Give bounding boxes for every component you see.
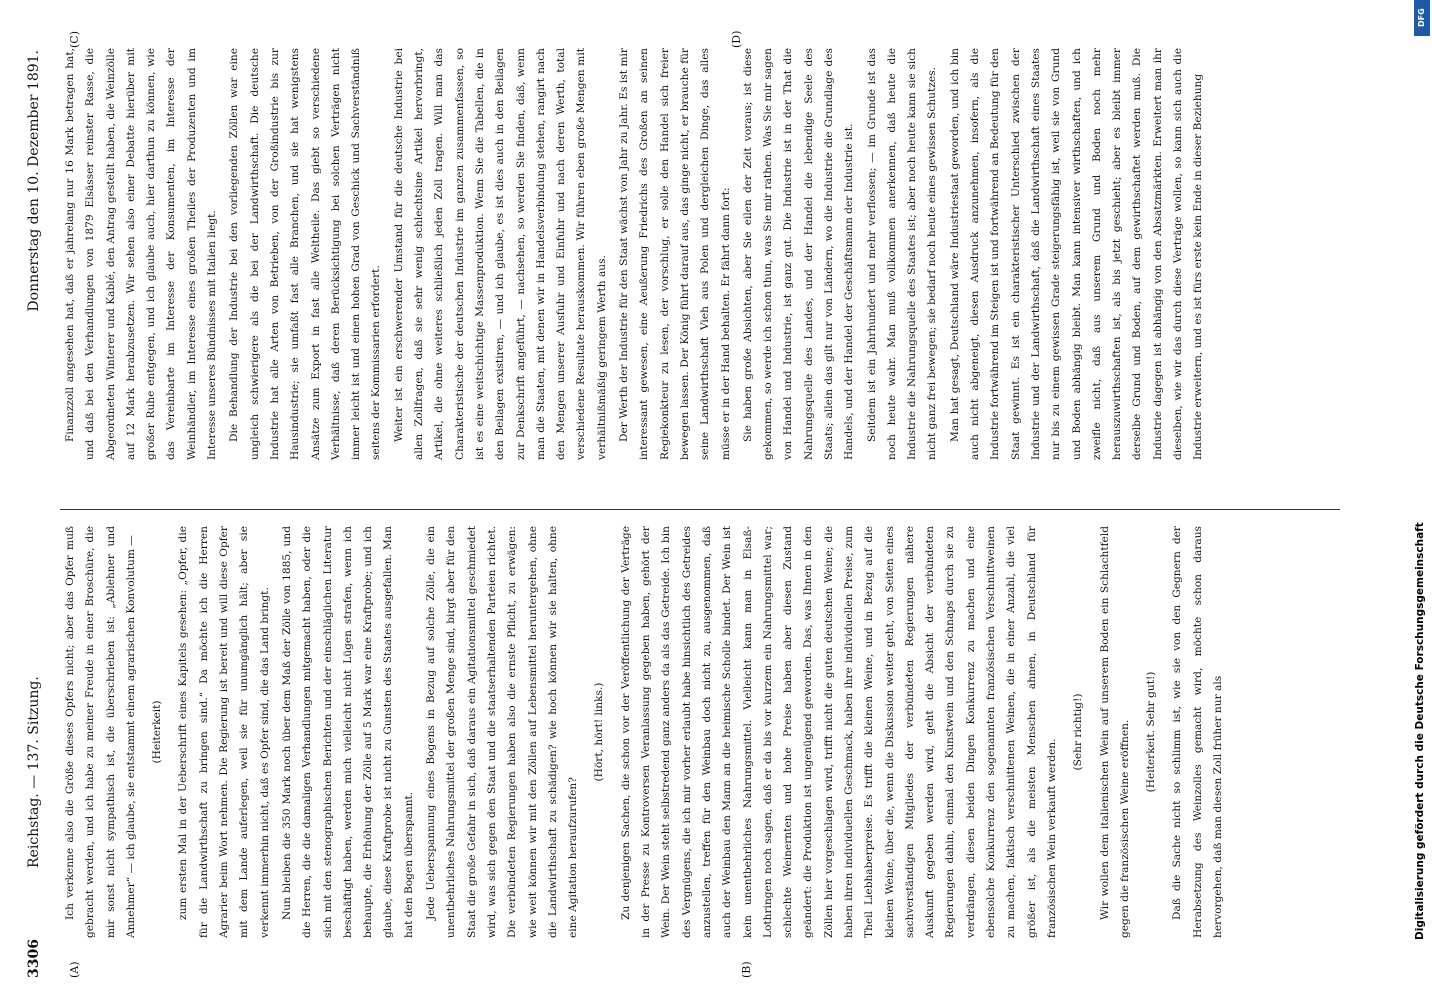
- paragraph: Der Werth der Industrie für den Staat wächst von Jahr zu Jahr. Es ist mir interessant gewesen, eine Aeußerung Friedrichs des Großen an seinen Regiekonkteur zu lesen, der vorschlug, er solle den Handel sich freier bewegen lassen. Der König führt darauf aus, das ginge nicht, er brauche für seine Landwirthschaft Vieh aus Polen und dergleichen Dinge, das alles müsse er in der Hand behalten. Er fährt dann fort:: [618, 48, 732, 460]
- interjection: (Hört, hört! links.): [593, 682, 606, 782]
- date-title: Donnerstag den 10. Dezember 1891.: [26, 50, 42, 312]
- paragraph: Man hat gesagt, Deutschland wäre Industriestaat geworden, und ich bin auch nicht abgeneigt, diesen Ausdruck anzunehmen, insofern, als die Industrie fortwährend im Steigen ist und fortwährend an Bedeutung für den Staat gewinnt. Es ist ein charakteristischer Unterschied zwischen der Industrie und der Landwirthschaft, daß die Landwirthschaft eines Staates nur bis zu einem gewissen Grade steigerungsfähig ist, weil sie von Grund und Boden abhängig bleibt. Man kann intensiver wirthschaften, und ich zweifle nicht, daß aus unserem Grund und Boden noch mehr herauszuwirthschaften ist, als bis jetzt geschieht; aber es bleibt immer derselbe Grund und Boden, auf dem gewirthschaftet werden muß. Die Industrie dagegen ist abhängig von den Absatzmärkten. Erweitert man ihr dieselben, wie wir das durch diese Verträge wollen, so kann sich auch die Industrie erweitern, und es ist fürs erste kein Ende in dieser Beziehung: [948, 48, 1205, 460]
- margin-mark-d: (D): [730, 30, 743, 48]
- paragraph: Sie haben große Absichten, aber Sie eilen der Zeit voraus; ist diese gekommen, so werde ich schon thun, was Sie mir rathen. Was Sie mir sagen von Handel und Industrie, ist ganz gut. Die Industrie ist in der That die Nahrungsquelle des Landes, und der Handel die lebendige Seele des Staats; allein das gilt nur von Ländern, wo die Industrie die Grundlage des Handels, und der Handel der Geschäftsmann der Industrie ist.: [741, 48, 856, 460]
- left-text-column: [60, 526, 1230, 938]
- paragraph: Wir wollen dem italienischen Wein auf unserem Boden ein Schlachtfeld gegen die französischen Weine eröffnen.: [1098, 526, 1131, 938]
- paragraph: Weiter ist ein erschwerender Umstand für die deutsche Industrie bei allen Zollfragen, daß sie sehr wenig schlechtsine Artikel hervorbringt, Artikel, die ohne weiteres schließlich jeden Zoll tragen. Will man das Charakteristische der deutschen Industrie im ganzen zusammenfassen, so ist es eine weitschichtige Massenproduktion. Wenn Sie die Tabellen, die in den Beilagen existiren, — und ich glaube, es ist dies auch in den Beilagen zur Denkschrift angeführt, — nachsehen, so werden Sie finden, daß, wenn man die Staaten, mit denen wir in Handelsverbindung stehen, rangirt nach den Mengen unserer Ausfuhr und Einfuhr und nach deren Werth, total verschiedene Resultate herauskommen. Wir führen eben große Mengen mit verhältnißmäßig geringem Werth aus.: [392, 48, 608, 460]
- interjection: (Heiterkeit): [151, 700, 164, 764]
- right-text-column: [60, 48, 1211, 460]
- margin-mark-c: (C): [68, 31, 81, 48]
- dfg-logo: DFG: [1414, 0, 1430, 36]
- page-number: 3306: [26, 939, 42, 978]
- paragraph: Seitdem ist ein Jahrhundert und mehr verflossen; — im Grunde ist das noch heute wahr. Man muß vollkommen anerkennen, daß heute die Industrie die Nahrungsquelle des Staates ist; aber noch heute kann sie sich nicht ganz frei bewegen; sie bedarf noch heute eines gewissen Schutzes.: [865, 48, 939, 460]
- paragraph: Ich verkenne also die Größe dieses Opfers nicht; aber das Opfer muß gebracht werden, und ich habe zu meiner Freude in einer Broschüre, die mir sonst nicht sympathisch ist, die überschrieben ist: „Ablehner und Annehmer“ — ich glaube, sie entstammt einem agrarischen Konvolutum —: [64, 526, 137, 938]
- side-credit: [1412, 40, 1430, 940]
- column-divider: [60, 509, 1340, 510]
- margin-mark-a: (A): [68, 961, 81, 978]
- paragraph: Nun bleiben die 350 Mark noch über dem Maß der Zölle von 1885, und die Herren, die die damaligen Verhandlungen mitgemacht haben, oder die sich mit den stenographischen Berichten und der einschläglichen Literatur beschäftigt haben, werden mich vielleicht nicht Lügen strafen, wenn ich behaupte, die Erhöhung der Zölle auf 5 Mark war eine Kraftprobe; und ich glaube, diese Kraftprobe ist nicht zu Gunsten des Staates ausgefallen. Man hat den Bogen überspannt.: [280, 526, 415, 938]
- paragraph: zum ersten Mal in der Ueberschrift eines Kapitels gesehen: „Opfer, die für die Landwirthschaft zu bringen sind.“ Da möchte ich die Herren Agrarier beim Wort nehmen. Die Regierung ist bereit und will diese Opfer mit dem Lande auferlegen, weil sie für unumgänglich hält; aber sie verkennt immerhin nicht, daß es Opfer sind, die das Land bringt.: [177, 526, 271, 938]
- paragraph: Die Behandlung der Industrie bei den vorliegenden Zöllen war eine ungleich schwierigere als die bei der Landwirthschaft. Die deutsche Industrie hat alle Arten von Betrieben, von der Großindustrie bis zur Hausindustrie; sie umfaßt fast alle Branchen, und sie hat wenigstens Ansätze zum Export in fast alle Weltheile. Das giebt so verschiedene Verhältnisse, daß deren Berücksichtigung bei solchen Verträgen nicht immer leicht ist und einen hohen Grad von Geschick und Sachverständniß seitens der Kommissarien erfordert.: [228, 48, 383, 460]
- rotated-document: [20, 20, 1430, 978]
- paragraph: Jede Ueberspannung eines Bogens in Bezug auf solche Zölle, die ein unentbehrliches Nahrungsmittel der großen Menge sind, birgt aber für den Staat die große Gefahr in sich, daß daraus ein Agitationsmittel geschmiedet wird, was sich gegen den Staat und die staatserhaltenden Parteien richtet. Die verbündeten Regierungen haben also die ernste Pflicht, zu erwägen: wie weit können wir mit den Zöllen auf Lebensmittel heruntergehen, ohne die Landwirthschaft zu schädigen? wie hoch können wir sie halten, ohne eine Agitation heraufzurufen?: [425, 526, 580, 938]
- margin-mark-b: (B): [740, 961, 753, 978]
- interjection: (Sehr richtig!): [1072, 693, 1085, 771]
- interjection: (Heiterkeit. Sehr gut!): [1145, 671, 1158, 793]
- paragraph: Zu denjenigen Sachen, die schon vor der Veröffentlichung der Verträge in der Presse zu Kontroversen Veranlassung gegeben haben, gehört der Wein. Der Wein steht selbstredend ganz anders da als das Getreide. Ich bin des Vergnügens, die ich mir vorher erlaubt habe hinsichtlich des Getreides anzustellen, treffen für den Weinbau doch nicht zu, ausgenommen, daß auch der Weinbau den Mann an die heimische Scholle bindet. Der Wein ist kein unentbehrliches Nahrungsmittel. Vielleicht kann man in Elsaß-Lothringen noch sagen, daß er da bis vor kurzem ein Nahrungsmittel war; schlechte Weinernten und hohe Preise haben aber diesen Zustand geändert: die Produktion ist ungenügend geworden. Das, was Ihnen in den Zöllen hier vorgeschlagen wird, trifft nicht die guten deutschen Weine; die haben ihren individuellen Geschmack, haben ihre individuellen Preise, zum Theil Liebhaberpreise. Es trifft die kleinen Weine, und in Bezug auf die kleinen Weine, über die, wenn die Diskussion weiter geht, von Seiten eines sachverständigen Mitgliedes der verbündeten Regierungen nähere Auskunft gegeben werden wird, geht die Absicht der verbündeten Regierungen dahin, einmal den Kunstwein und den Schnaps durch sie zu verdrängen, diesen beiden Dingen Konkurrenz zu machen und eine ebensolche Konkurrenz den sogenannten französischen Verschnittweinen zu machen, faktisch verschnittenen Weinen, die in einer Anzahl, die viel größer ist, als die meisten Menschen ahnen, in Deutschland für französischen Wein verkauft werden.: [619, 526, 1058, 938]
- page-header: [20, 20, 54, 978]
- paragraph: Daß die Sache nicht so schlimm ist, wie sie von den Gegnern der Herabsetzung des Weinzolles gemacht wird, möchte schon daraus hervorgehen, daß man diesen Zoll früher nur als: [1171, 526, 1225, 938]
- digitization-credit: Digitalisierung gefördert durch die Deutsche Forschungsgemeinschaft: [1414, 522, 1426, 940]
- paragraph: Finanzzoll angesehen hat, daß er jahrelang nur 16 Mark betragen hat, und daß bei den Verhandlungen von 1879 Elsässer reinster Rasse, die Abgeordneten Winterer und Kablé, den Antrag gestellt haben, die Weinzölle auf 12 Mark herabzusetzen. Wir sehen also einer Debatte hierüber mit großer Ruhe entgegen, und ich glaube auch, hier darthun zu können, wie das Vereinbarte im Interesse der Konsumenten, im Interesse der Weinhändler, im Interesse eines großen Theiles der Produzenten und im Interesse unseres Bündnisses mit Italien liegt.: [64, 48, 219, 460]
- session-title: Reichstag. — 137. Sitzung.: [26, 676, 42, 868]
